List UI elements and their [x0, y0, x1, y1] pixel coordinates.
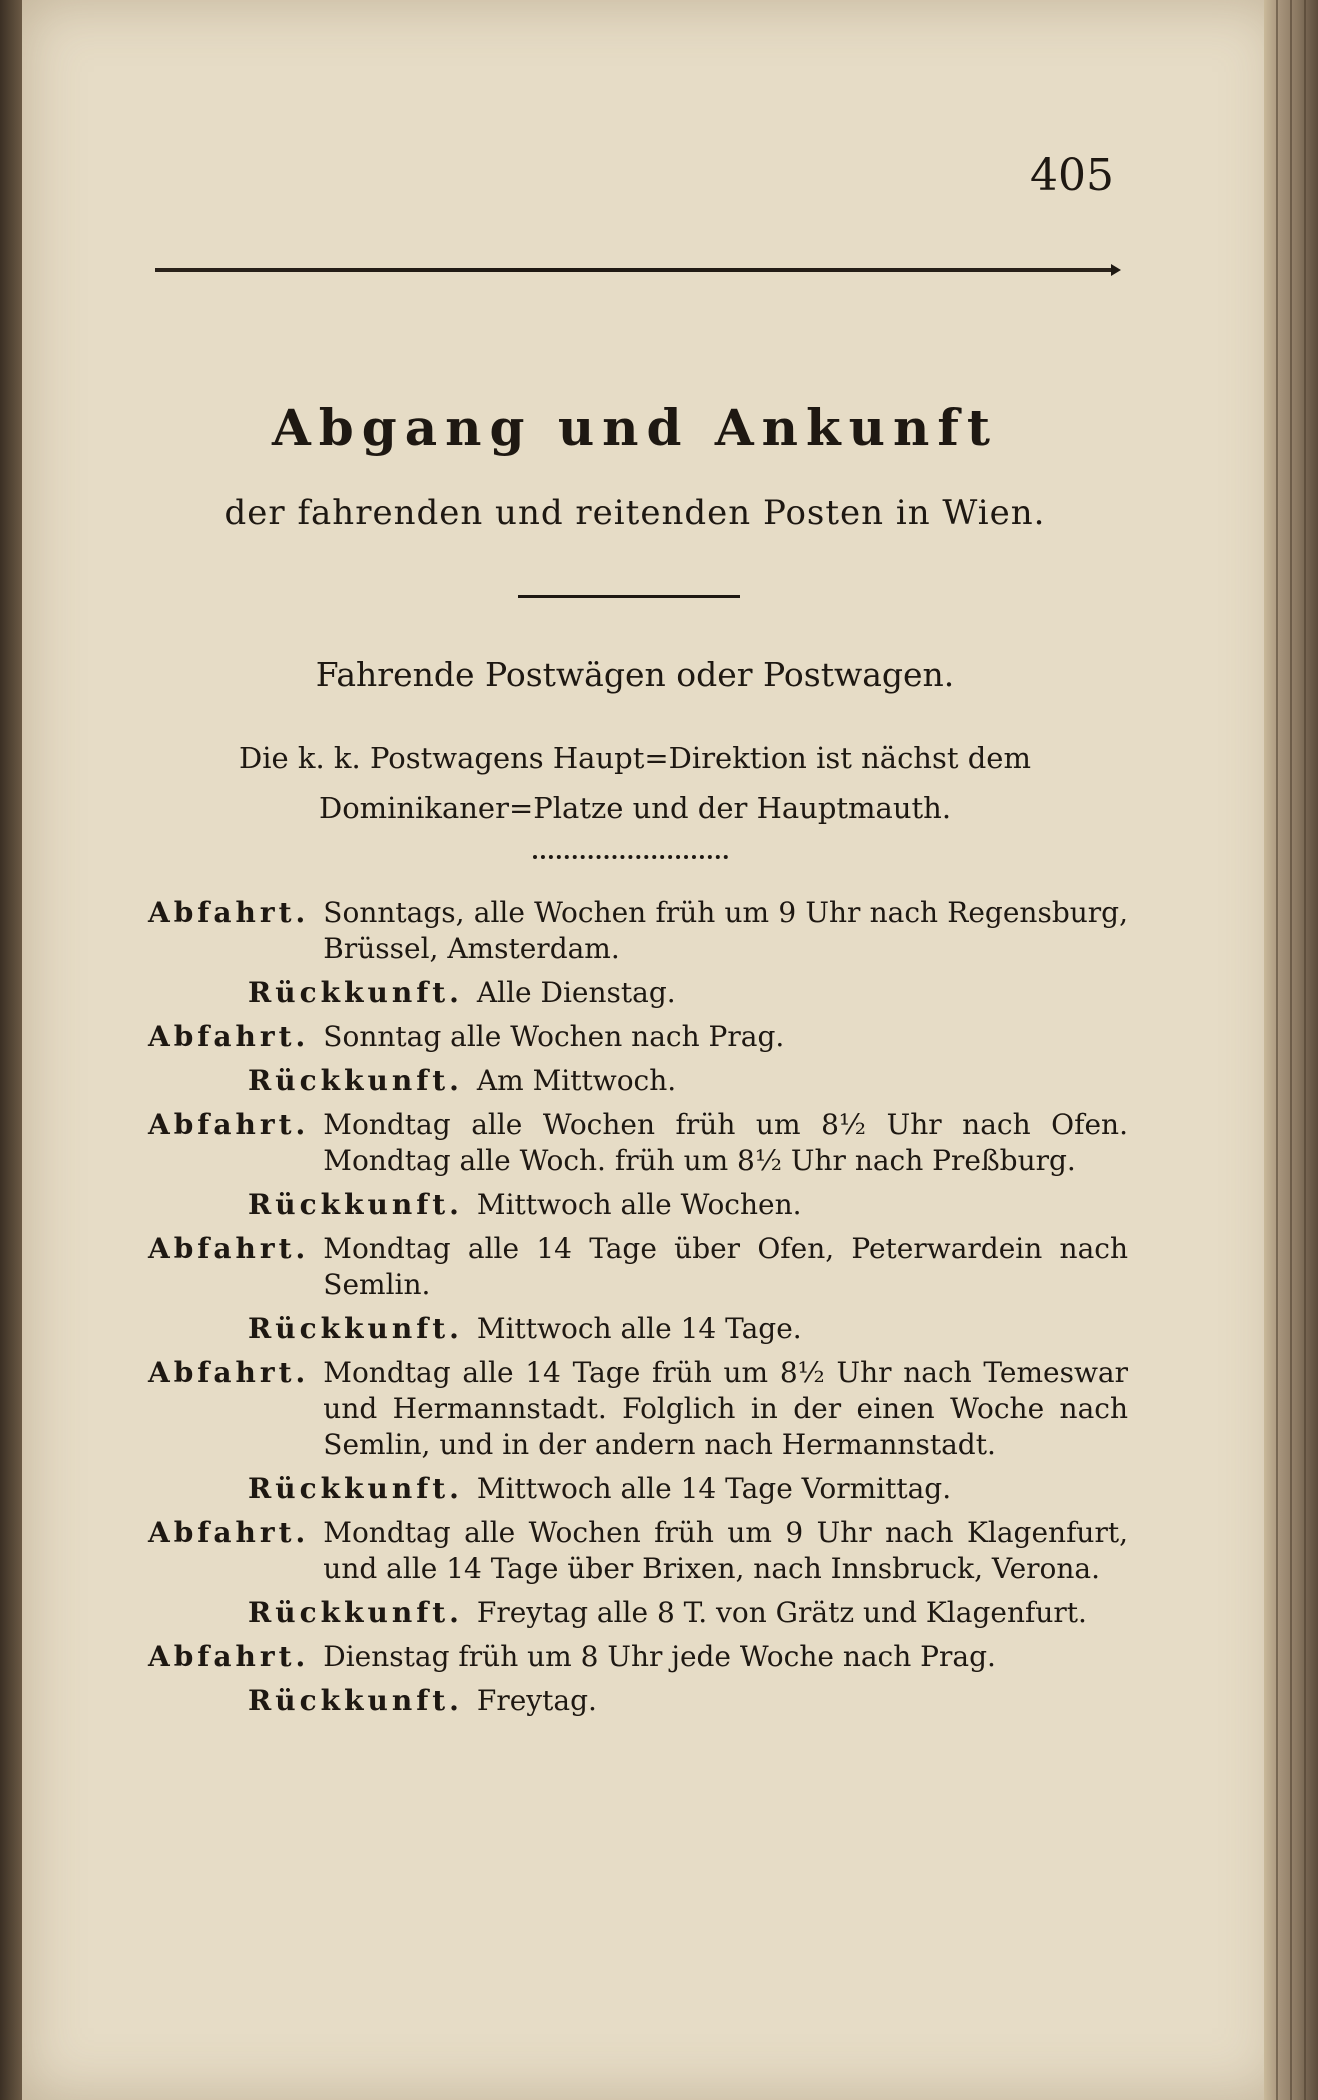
- entry-label: Abfahrt.: [148, 1232, 310, 1265]
- entry-text: Am Mittwoch.: [476, 1064, 677, 1097]
- page-edge-line: [1290, 0, 1292, 2100]
- entry-label: Abfahrt.: [148, 1640, 310, 1673]
- page-number: 405: [1030, 150, 1114, 201]
- entry-label: Rückkunft.: [248, 1472, 463, 1505]
- intro-paragraph: [155, 733, 1115, 833]
- entry-label: Abfahrt.: [148, 1020, 310, 1053]
- return-entry: [148, 1595, 1128, 1631]
- page-edges: [1264, 0, 1318, 2100]
- entry-label: Abfahrt.: [148, 1516, 310, 1549]
- entry-text: Mondtag alle 14 Tage früh um 8½ Uhr nach Temeswar und Hermannstadt. Folglich in der einen Woche nach Semlin, und in der andern nach Hermannstadt.: [323, 1356, 1128, 1461]
- entry-text: Mittwoch alle 14 Tage.: [476, 1312, 802, 1345]
- page-edge-line: [1276, 0, 1278, 2100]
- return-entry: [148, 1471, 1128, 1507]
- entry-label: Abfahrt.: [148, 896, 310, 929]
- departure-entry: [148, 1515, 1128, 1587]
- departure-entry: [148, 1019, 1128, 1055]
- entry-text: Mondtag alle 14 Tage über Ofen, Peterwardein nach Semlin.: [323, 1232, 1128, 1301]
- entry-label: Rückkunft.: [248, 1596, 463, 1629]
- page-subtitle: der fahrenden und reitenden Posten in Wien.: [224, 493, 1046, 533]
- departure-entry: [148, 895, 1128, 967]
- departure-entry: [148, 1107, 1128, 1179]
- entry-text: Mittwoch alle 14 Tage Vormittag.: [476, 1472, 952, 1505]
- entry-text: Freytag.: [476, 1684, 597, 1717]
- intro-line: Dominikaner=Platze und der Hauptmauth.: [318, 791, 952, 825]
- header-rule: [155, 268, 1115, 272]
- entry-text: Dienstag früh um 8 Uhr jede Woche nach Prag.: [323, 1640, 996, 1673]
- return-entry: [148, 1311, 1128, 1347]
- entry-label: Abfahrt.: [148, 1108, 310, 1141]
- title-divider: [518, 595, 740, 598]
- entry-label: Rückkunft.: [248, 1684, 463, 1717]
- return-entry: [148, 1063, 1128, 1099]
- return-entry: [148, 1187, 1128, 1223]
- section-heading: Fahrende Postwägen oder Postwagen.: [315, 655, 955, 694]
- entry-text: Mondtag alle Wochen früh um 9 Uhr nach Klagenfurt, und alle 14 Tage über Brixen, nach Innsbruck, Verona.: [323, 1516, 1128, 1585]
- entry-label: Rückkunft.: [248, 976, 463, 1009]
- entry-text: Sonntags, alle Wochen früh um 9 Uhr nach Regensburg, Brüssel, Amsterdam.: [323, 896, 1128, 965]
- departure-entry: [148, 1355, 1128, 1463]
- intro-line: Die k. k. Postwagens Haupt=Direktion ist nächst dem: [239, 741, 1031, 775]
- entry-label: Rückkunft.: [248, 1188, 463, 1221]
- book-spine: [0, 0, 22, 2100]
- return-entry: [148, 975, 1128, 1011]
- entry-text: Alle Dienstag.: [476, 976, 676, 1009]
- departure-entry: [148, 1639, 1128, 1675]
- departure-entry: [148, 1231, 1128, 1303]
- entry-text: Sonntag alle Wochen nach Prag.: [323, 1020, 785, 1053]
- section-divider: [533, 855, 728, 859]
- entry-text: Mondtag alle Wochen früh um 8½ Uhr nach Ofen. Mondtag alle Woch. früh um 8½ Uhr nach Preßburg.: [323, 1108, 1128, 1177]
- entry-label: Rückkunft.: [248, 1312, 463, 1345]
- return-entry: [148, 1683, 1128, 1719]
- entry-label: Rückkunft.: [248, 1064, 463, 1097]
- page-edge-line: [1304, 0, 1306, 2100]
- entry-text: Freytag alle 8 T. von Grätz und Klagenfurt.: [476, 1596, 1087, 1629]
- entry-label: Abfahrt.: [148, 1356, 310, 1389]
- schedule-list: [148, 895, 1128, 1727]
- entry-text: Mittwoch alle Wochen.: [476, 1188, 802, 1221]
- page-title: Abgang und Ankunft: [271, 398, 998, 457]
